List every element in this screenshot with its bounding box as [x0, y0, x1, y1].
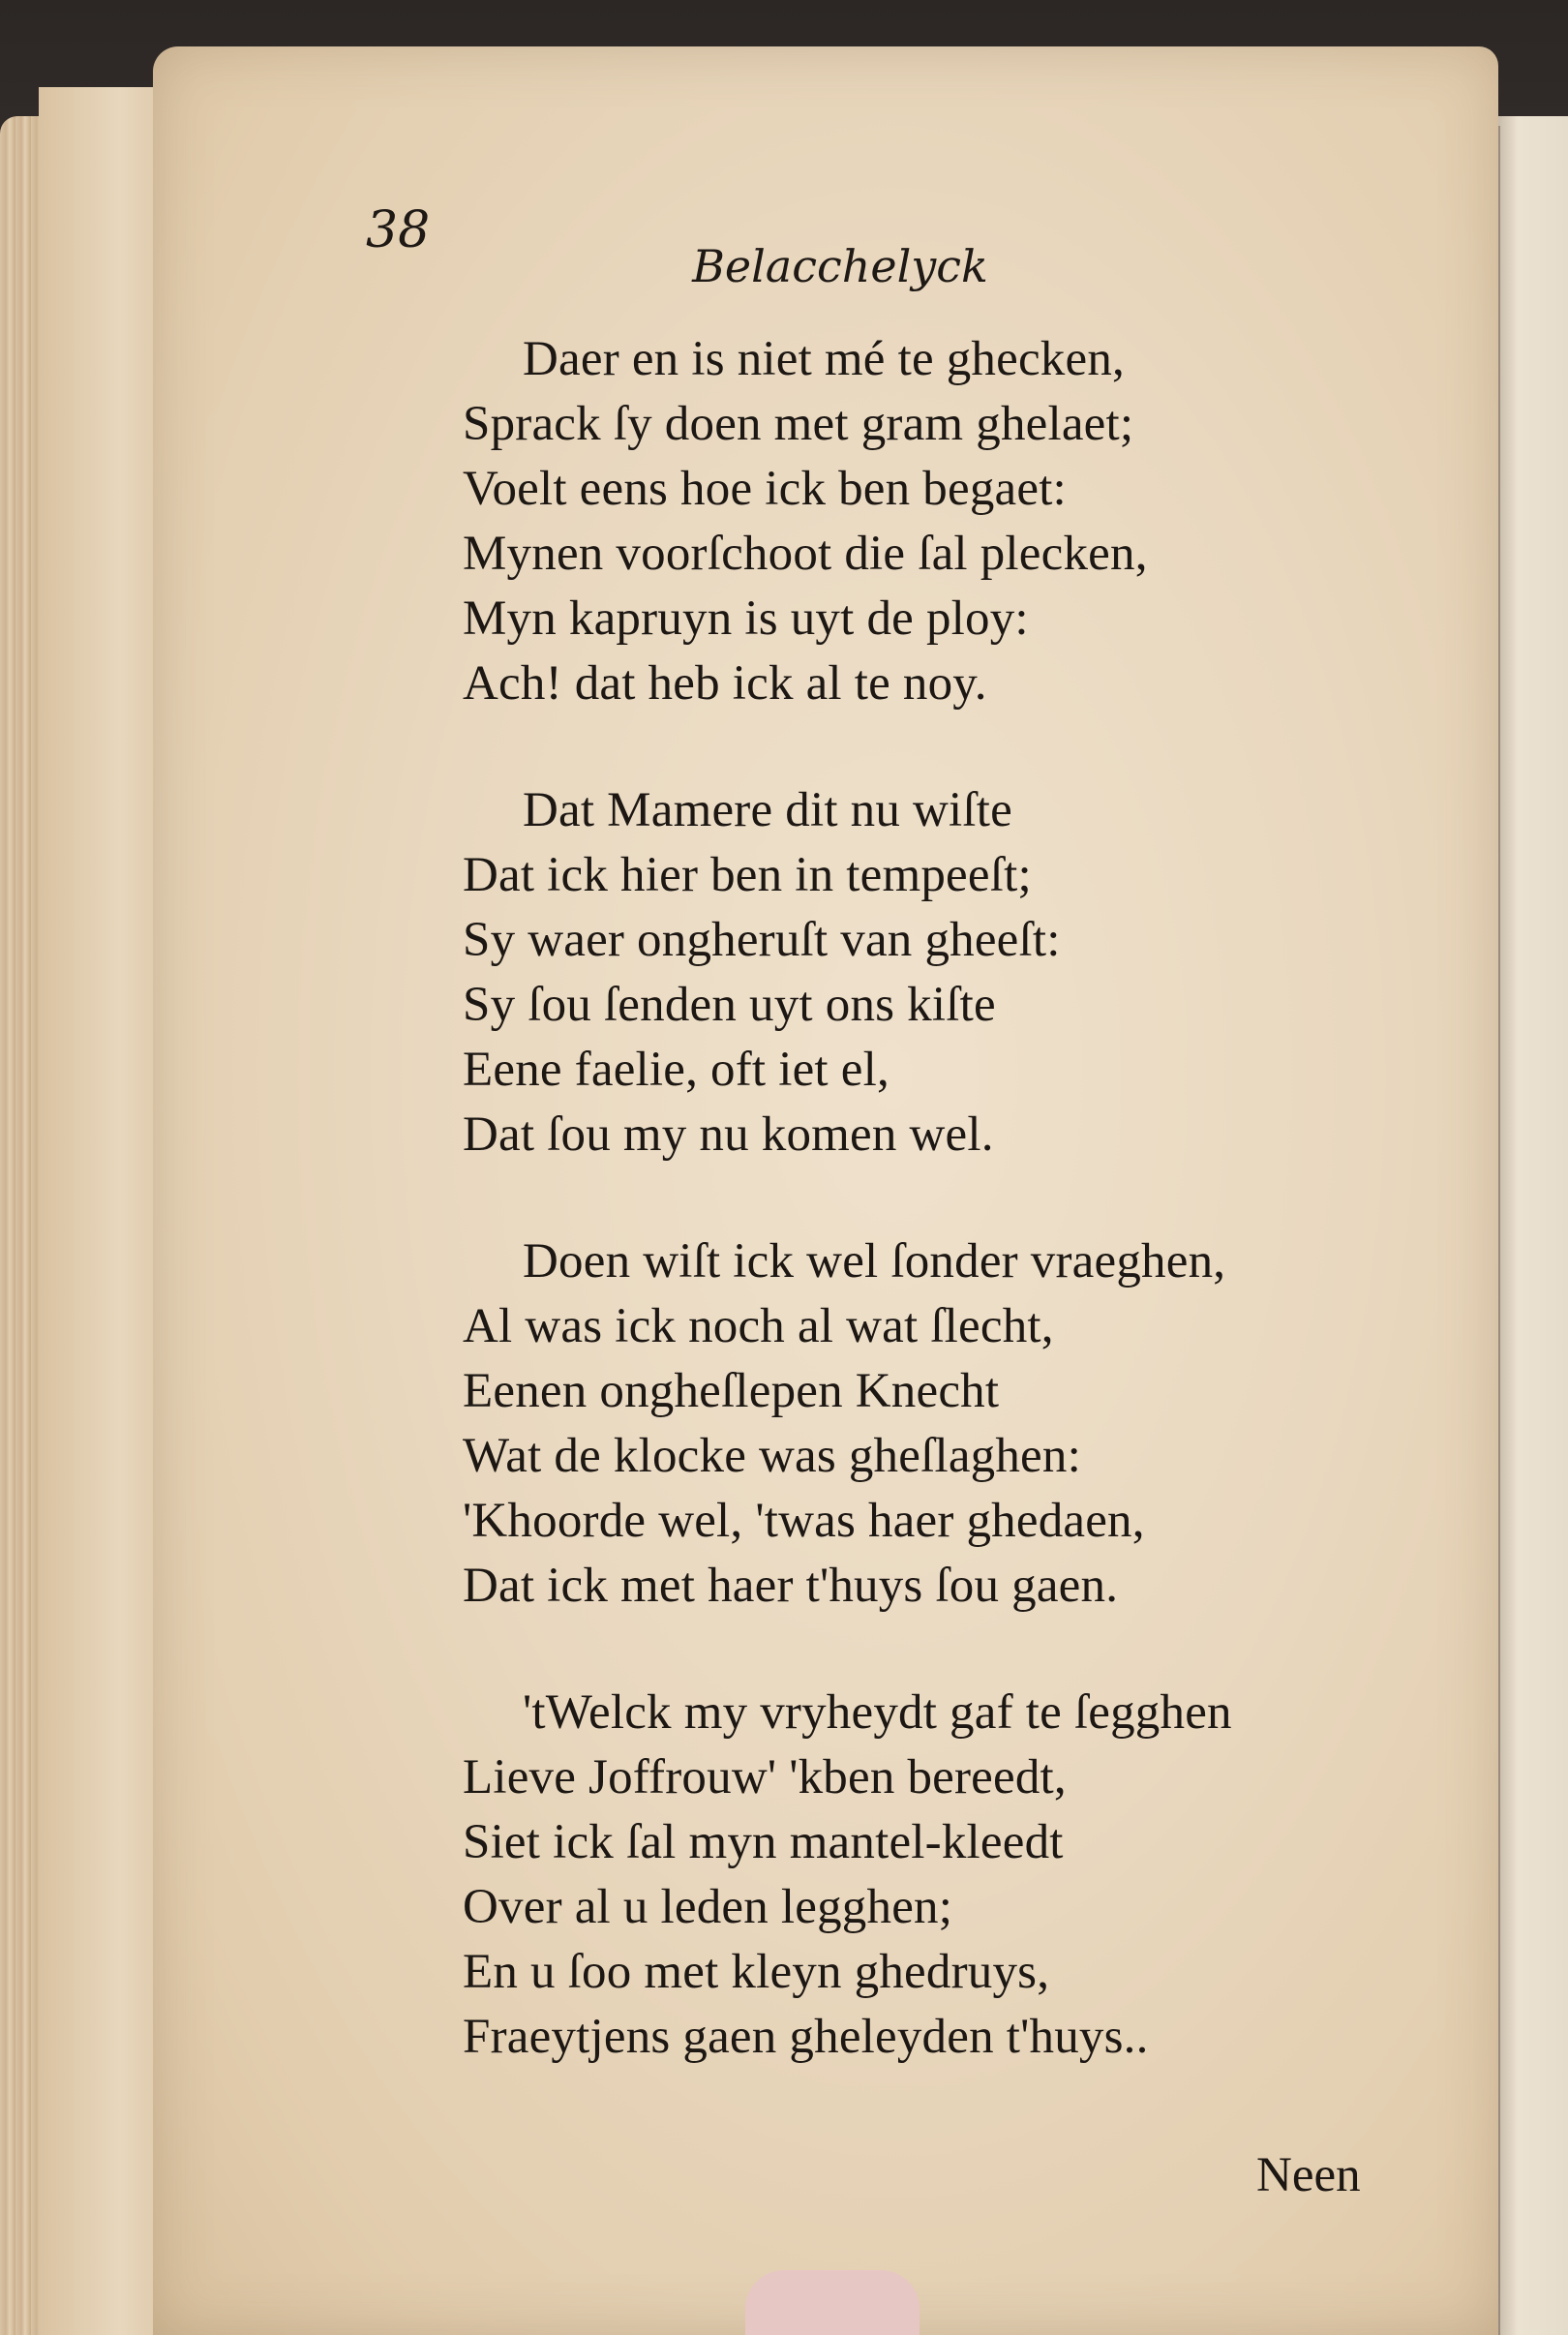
stanza-1: [463, 327, 1469, 716]
verse-line: Dat Mamere dit nu wiſte: [523, 783, 1012, 837]
running-head: Belacchelyck: [692, 240, 988, 292]
catchword: Neen: [1256, 2148, 1361, 2202]
verse-line: Siet ick ſal myn mantel-kleedt: [463, 1815, 1064, 1869]
verse-line: Ach! dat heb ick al te noy.: [463, 656, 987, 711]
verse-line: Over al u leden legghen;: [463, 1880, 953, 1934]
fingertip: [745, 2270, 920, 2335]
stanza-4: [463, 1681, 1469, 2070]
verse-line: Dat ick met haer t'huys ſou gaen.: [463, 1559, 1119, 1613]
verse-line: Fraeytjens gaen gheleyden t'huys..: [463, 2010, 1149, 2064]
verse-line: Dat ick hier ben in tempeeſt;: [463, 848, 1032, 902]
verse-line: 'Khoorde wel, 'twas haer ghedaen,: [463, 1494, 1145, 1548]
page-header: [366, 163, 1276, 292]
verse-line: Sy waer ongheruſt van gheeſt:: [463, 913, 1061, 967]
verse-line: Lieve Joffrouw' 'kben bereedt,: [463, 1750, 1067, 1804]
verse-line: Al was ick noch al wat ſlecht,: [463, 1299, 1054, 1353]
verse-line: 'tWelck my vryheydt gaf te ſegghen: [523, 1685, 1232, 1740]
book-page: [153, 46, 1498, 2335]
verse-line: Voelt eens hoe ick ben begaet:: [463, 462, 1067, 516]
verse-line: Myn kapruyn is uyt de ploy:: [463, 591, 1029, 646]
poem: [463, 327, 1469, 2132]
verse-line: Doen wiſt ick wel ſonder vraeghen,: [523, 1234, 1226, 1289]
page-number: 38: [366, 201, 431, 259]
stanza-3: [463, 1229, 1469, 1619]
verse-line: Daer en is niet mé te ghecken,: [523, 332, 1125, 386]
verse-line: Eenen ongheſlepen Knecht: [463, 1364, 1000, 1418]
verse-line: Mynen voorſchoot die ſal plecken,: [463, 527, 1148, 581]
verse-line: Wat de klocke was gheſlaghen:: [463, 1429, 1081, 1483]
verse-line: Sy ſou ſenden uyt ons kiſte: [463, 978, 996, 1032]
verse-line: Eene faelie, oft iet el,: [463, 1043, 890, 1097]
stanza-2: [463, 778, 1469, 1168]
verse-line: Dat ſou my nu komen wel.: [463, 1107, 994, 1162]
facing-page-edge: [1491, 116, 1568, 2335]
verse-line: En u ſoo met kleyn ghedruys,: [463, 1945, 1050, 1999]
verse-line: Sprack ſy doen met gram ghelaet;: [463, 397, 1134, 451]
